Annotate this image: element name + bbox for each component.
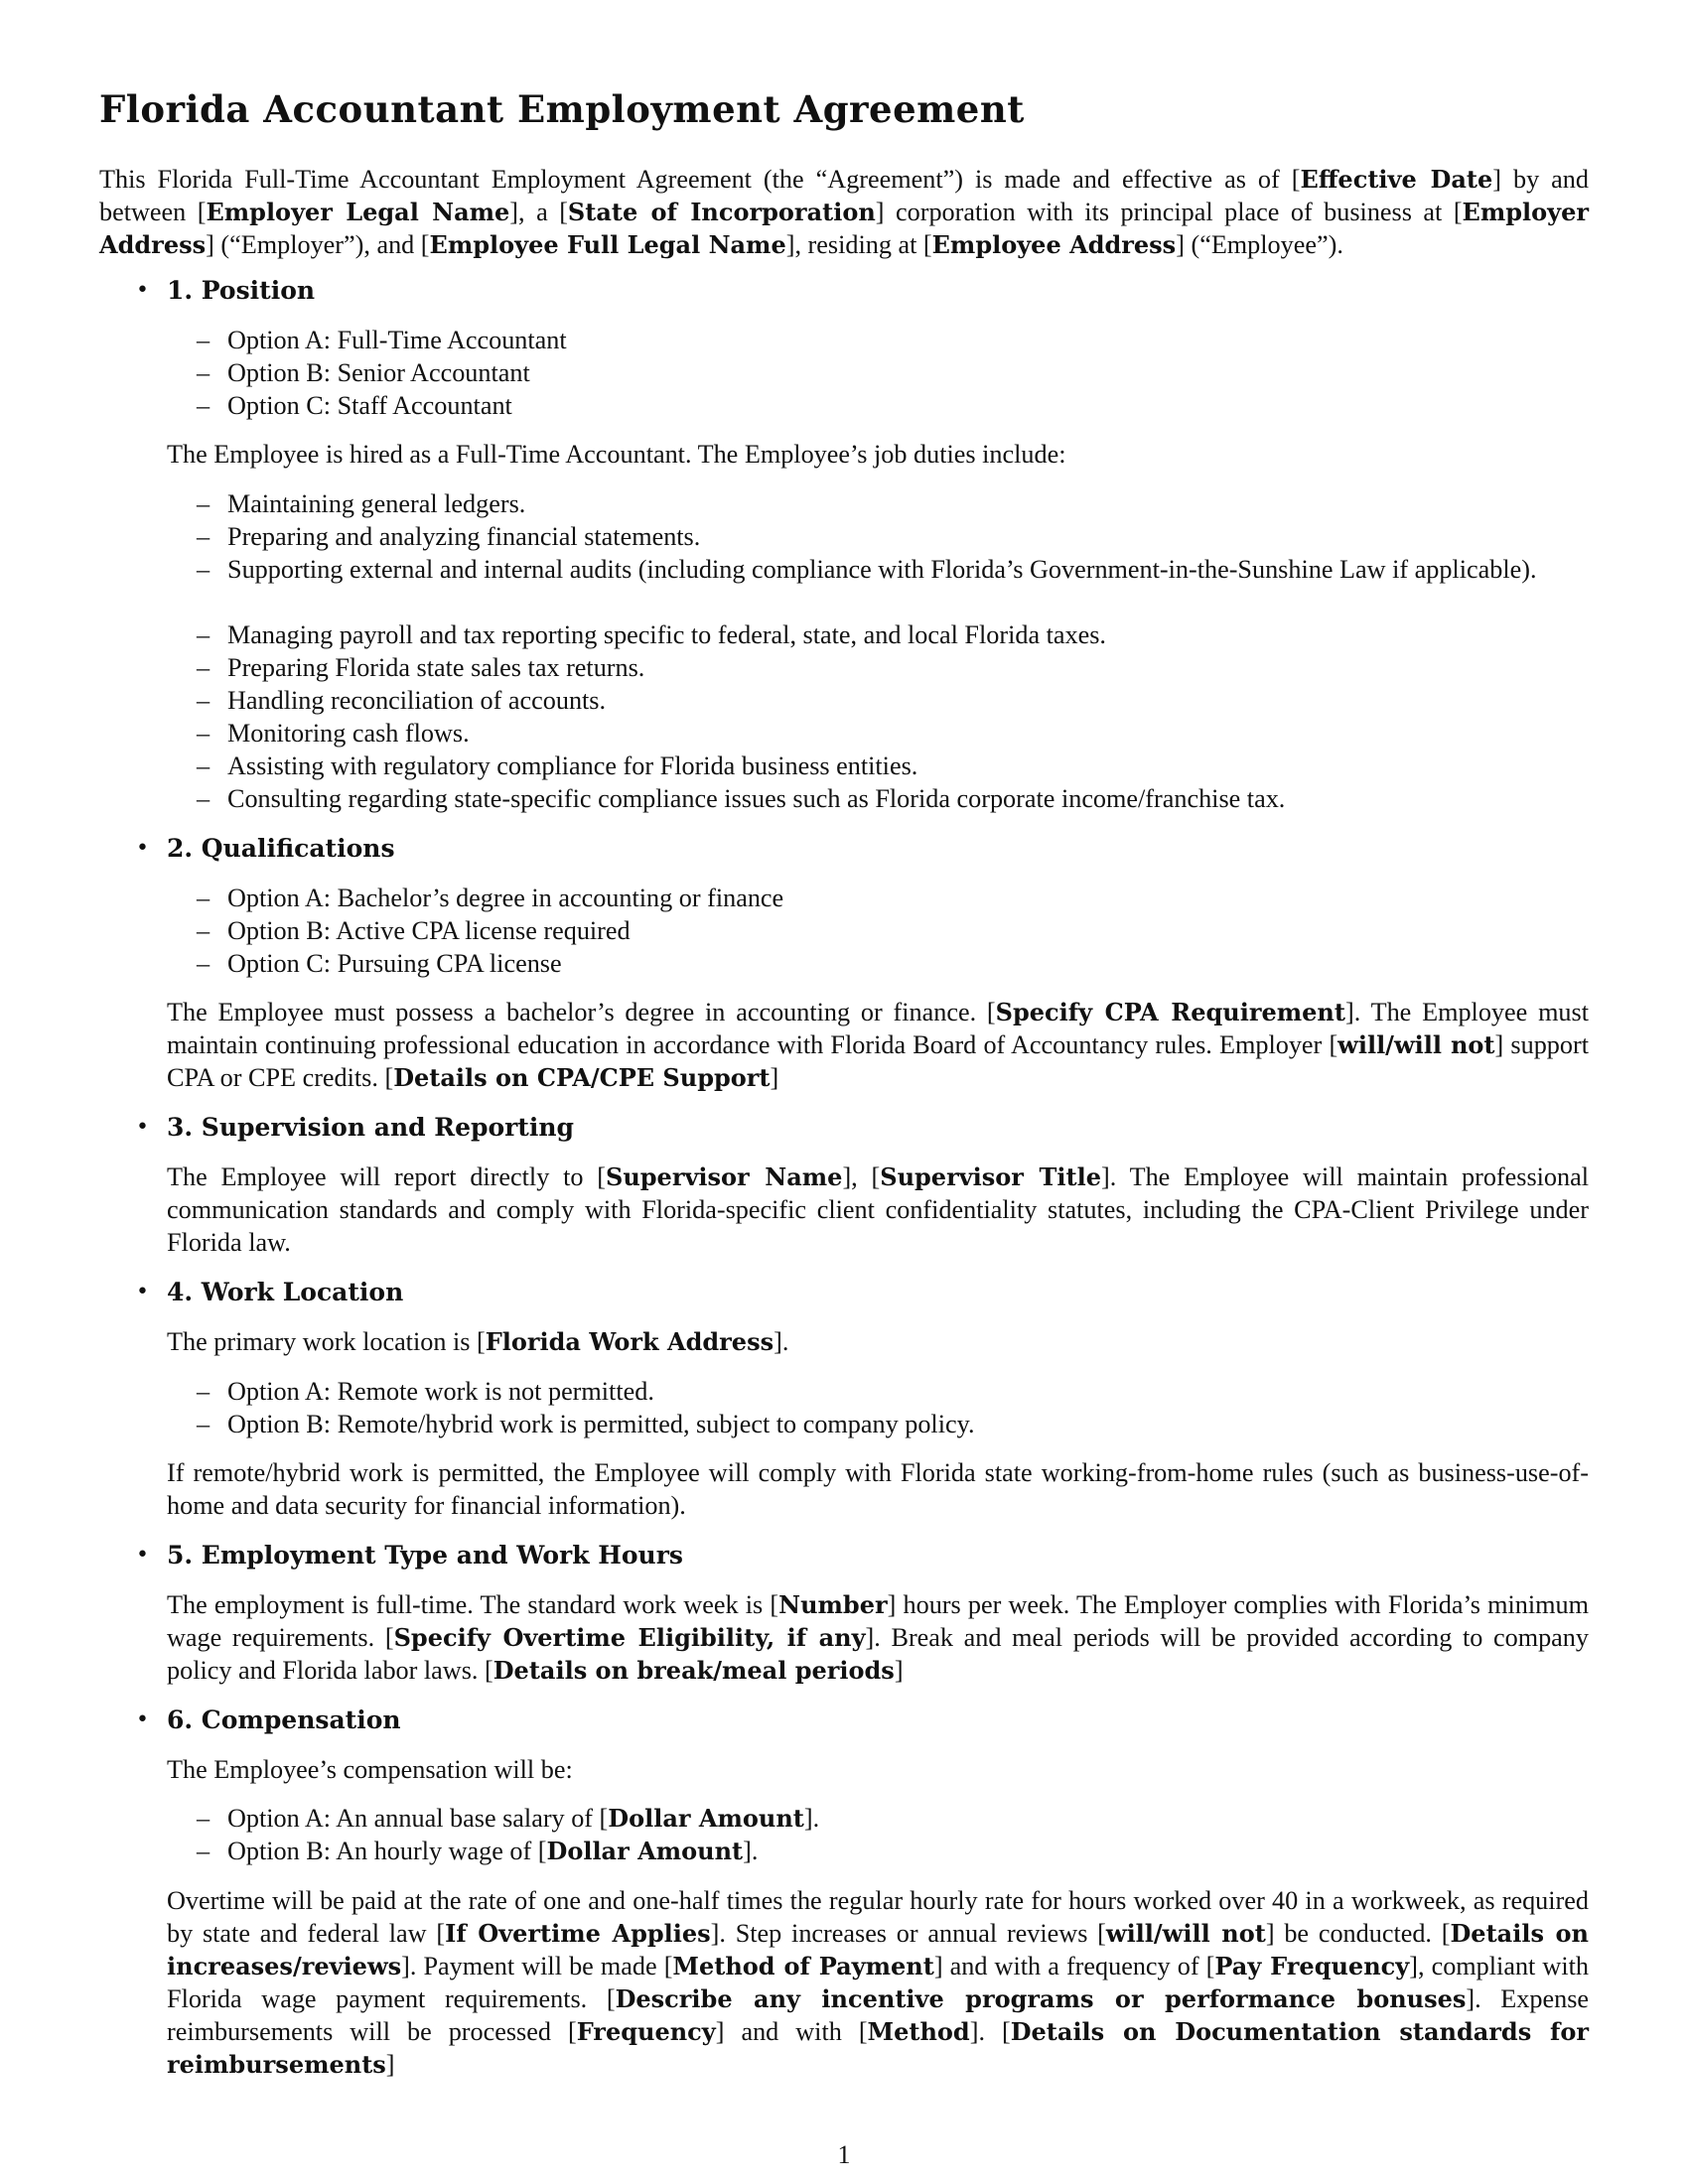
dash-icon: – [197, 884, 211, 912]
list-item: – Managing payroll and tax reporting specific to federal, state, and local Florida taxes. [197, 620, 1106, 649]
placeholder-field: Supervisor Title [880, 1162, 1101, 1191]
list-item: – Preparing Florida state sales tax returns. [197, 653, 645, 682]
placeholder-field: Frequency [576, 2017, 716, 2046]
page-number: 1 [837, 2140, 851, 2169]
page-title: Florida Accountant Employment Agreement [99, 87, 1025, 131]
dash-icon: – [197, 1804, 211, 1833]
placeholder-field: Supervisor Name [605, 1162, 843, 1191]
bullet-icon: • [136, 278, 149, 303]
list-item: – Option A: Remote work is not permitted. [197, 1377, 654, 1406]
placeholder-field: Florida Work Address [485, 1327, 774, 1356]
dash-icon: – [197, 620, 211, 649]
section-paragraph: The Employee is hired as a Full-Time Accountant. The Employee’s job duties include: [167, 440, 1066, 469]
dash-icon: – [197, 916, 211, 945]
placeholder-field: Specify Overtime Eligibility, if any [393, 1623, 866, 1652]
dash-icon: – [197, 326, 211, 354]
placeholder-field: Details on break/meal periods [492, 1656, 895, 1685]
dash-icon: – [197, 391, 211, 420]
dash-icon: – [197, 1837, 211, 1865]
list-item: – Option C: Pursuing CPA license [197, 949, 562, 978]
list-item: – Option B: Remote/hybrid work is permitted, subject to company policy. [197, 1410, 975, 1438]
section-paragraph: Overtime will be paid at the rate of one and one-half times the regular hourly rate for hours worked over 40 in a workweek, as required by state and federal law [If Overtime Applies]. Step increases or annual reviews [will/will not] be conducted. [Details on increases/reviews]. Payment will be made [Method of Payment] and with a frequency of [Pay Frequency], compliant with Florida wage payment requirements. [Describe any incentive programs or performance bonuses]. Expense reimbursements will be processed [Frequency] and with [Method]. [Details on Documentation standards for reimbursements] [167, 1886, 1590, 2079]
list-item: – Option B: Senior Accountant [197, 358, 530, 387]
section-paragraph: The Employee must possess a bachelor’s degree in accounting or finance. [Specify CPA Requirement]. The Employee must maintain continuing professional education in accordance with Florida Board of Accountancy rules. Employer [will/will not] support CPA or CPE credits. [Details on CPA/CPE Support] [167, 998, 1589, 1092]
bullet-icon: • [136, 1115, 149, 1140]
section-heading-supervision: 3. Supervision and Reporting [167, 1113, 575, 1142]
list-item: – Monitoring cash flows. [197, 719, 470, 748]
dash-icon: – [197, 784, 211, 813]
dash-icon: – [197, 653, 211, 682]
list-item: – Option C: Staff Accountant [197, 391, 512, 420]
list-item: – Consulting regarding state-specific compliance issues such as Florida corporate income/franchise tax. [197, 784, 1286, 813]
dash-icon: – [197, 489, 211, 518]
section-paragraph: The primary work location is [Florida Work Address]. [167, 1327, 789, 1356]
placeholder-field: Employee Address [931, 230, 1177, 259]
placeholder-field: Employer Legal Name [206, 198, 510, 226]
dash-icon: – [197, 751, 211, 780]
placeholder-field: Dollar Amount [546, 1837, 744, 1865]
placeholder-field: State of Incorporation [567, 198, 876, 226]
bullet-icon: • [136, 1280, 149, 1304]
placeholder-field: Details on increases/reviews [167, 1919, 1589, 1980]
dash-icon: – [197, 522, 211, 551]
placeholder-field: will/will not [1105, 1919, 1266, 1948]
section-heading-qualifications: 2. Qualifications [167, 834, 395, 863]
list-item: – Option A: Full-Time Accountant [197, 326, 567, 354]
dash-icon: – [197, 949, 211, 978]
list-item: – Assisting with regulatory compliance for Florida business entities. [197, 751, 918, 780]
list-item: – Handling reconciliation of accounts. [197, 686, 607, 715]
list-item: – Supporting external and internal audits (including compliance with Florida’s Government-in-the-Sunshine Law if applicable). [197, 555, 1537, 584]
dash-icon: – [197, 1410, 211, 1438]
bullet-icon: • [136, 1707, 149, 1732]
list-item: – Option B: An hourly wage of [Dollar Amount]. [197, 1837, 759, 1865]
section-heading-compensation: 6. Compensation [167, 1706, 401, 1734]
placeholder-field: Details on CPA/CPE Support [393, 1063, 771, 1092]
bullet-icon: • [136, 836, 149, 861]
dash-icon: – [197, 1377, 211, 1406]
placeholder-field: Specify CPA Requirement [995, 998, 1345, 1026]
placeholder-field: Employee Full Legal Name [429, 230, 786, 259]
section-paragraph: If remote/hybrid work is permitted, the Employee will comply with Florida state working-from-home rules (such as business-use-of-home and data security for financial information). [167, 1458, 1589, 1520]
placeholder-field: If Overtime Applies [445, 1919, 711, 1948]
list-item: – Maintaining general ledgers. [197, 489, 526, 518]
placeholder-field: Dollar Amount [608, 1804, 804, 1833]
dash-icon: – [197, 358, 211, 387]
section-paragraph: The Employee’s compensation will be: [167, 1755, 573, 1784]
placeholder-field: Describe any incentive programs or performance bonuses [615, 1984, 1467, 2013]
placeholder-field: Number [778, 1590, 888, 1619]
placeholder-field: will/will not [1337, 1030, 1495, 1059]
section-paragraph: The Employee will report directly to [Supervisor Name], [Supervisor Title]. The Employee will maintain professional communication standards and comply with Florida-specific client confidentiality statutes, including the CPA-Client Privilege under Florida law. [167, 1162, 1589, 1257]
dash-icon: – [197, 555, 211, 584]
dash-icon: – [197, 686, 211, 715]
placeholder-field: Method of Payment [672, 1952, 934, 1980]
section-heading-work-location: 4. Work Location [167, 1278, 404, 1306]
section-heading-employment-type: 5. Employment Type and Work Hours [167, 1541, 683, 1570]
placeholder-field: Pay Frequency [1214, 1952, 1410, 1980]
list-item: – Option A: Bachelor’s degree in accounting or finance [197, 884, 784, 912]
placeholder-field: Method [867, 2017, 970, 2046]
placeholder-field: Employer Address [99, 198, 1589, 259]
section-paragraph: The employment is full-time. The standard work week is [Number] hours per week. The Employer complies with Florida’s minimum wage requirements. [Specify Overtime Eligibility, if any]. Break and meal periods will be provided according to company policy and Florida labor laws. [Details on break/meal periods] [167, 1590, 1589, 1685]
section-heading-position: 1. Position [167, 276, 316, 305]
list-item: – Option A: An annual base salary of [Dollar Amount]. [197, 1804, 820, 1833]
dash-icon: – [197, 719, 211, 748]
placeholder-field: Details on Documentation standards for reimbursements [167, 2017, 1590, 2079]
list-item: – Option B: Active CPA license required [197, 916, 631, 945]
intro-paragraph: This Florida Full-Time Accountant Employment Agreement (the “Agreement”) is made and effective as of [Effective Date] by and between [Employer Legal Name], a [State of Incorporation] corporation with its principal place of business at [Employer Address] (“Employer”), and [Employee Full Legal Name], residing at [Employee Address] (“Employee”). [99, 165, 1589, 259]
list-item: – Preparing and analyzing financial statements. [197, 522, 701, 551]
bullet-icon: • [136, 1543, 149, 1568]
placeholder-field: Effective Date [1300, 165, 1493, 194]
